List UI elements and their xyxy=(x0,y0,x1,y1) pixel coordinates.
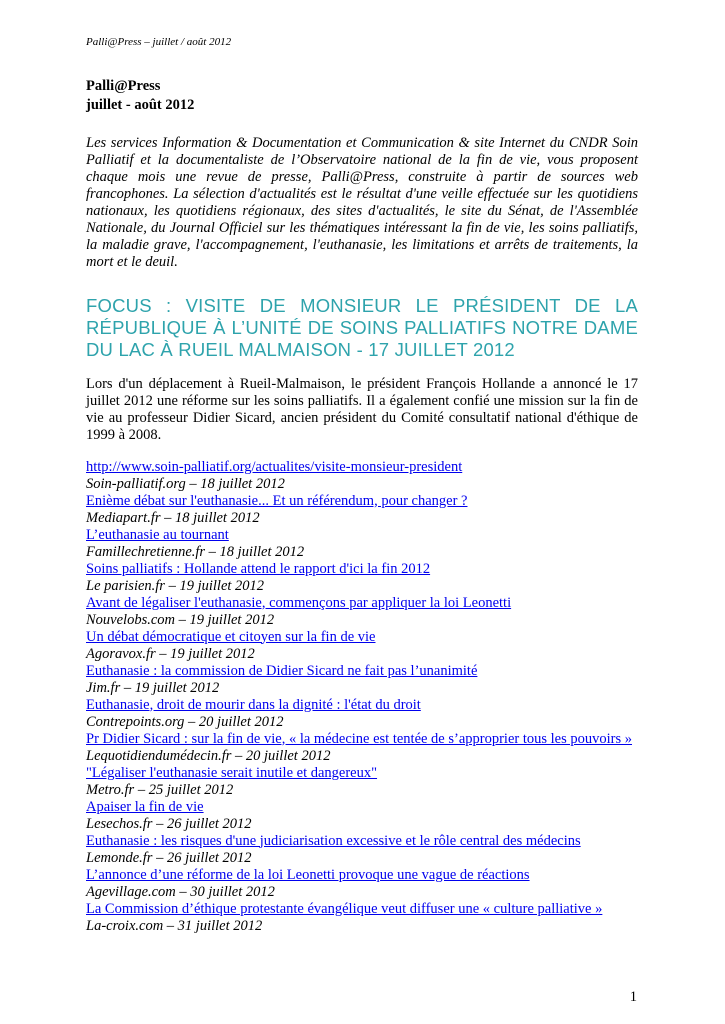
article-source: Lequotidiendumédecin.fr – 20 juillet 2012 xyxy=(86,747,331,764)
article-link[interactable]: Soins palliatifs : Hollande attend le rapport d'ici la fin 2012 xyxy=(86,560,431,577)
article-item xyxy=(86,697,638,731)
article-item xyxy=(86,765,638,799)
article-source: Nouvelobs.com – 19 juillet 2012 xyxy=(86,611,275,628)
intro-paragraph: Les services Information & Documentation et Communication & site Internet du CNDR Soin Palliatif et la documentaliste de l’Observatoire national de la fin de vie, vous proposent chaque mois une revue de presse, Palli@Press, construite à partir de sources web francophones. La sélection d'actualités est le résultat d'une veille effectuée sur les quotidiens nationaux, les quotidiens régionaux, des sites d'actualités, le site du Sénat, de l'Assemblée Nationale, du Journal Officiel sur les thématiques intéressant la fin de vie, les soins palliatifs, la maladie grave, l'accompagnement, l'euthanasie, les limitations et arrêts de traitements, la mort et le deuil. xyxy=(86,135,638,270)
title-line-2: juillet - août 2012 xyxy=(86,97,195,113)
article-item xyxy=(86,731,638,765)
article-item xyxy=(86,595,638,629)
article-link[interactable]: Un débat démocratique et citoyen sur la fin de vie xyxy=(86,628,376,645)
article-source: Lesechos.fr – 26 juillet 2012 xyxy=(86,815,252,832)
article-link[interactable]: http://www.soin-palliatif.org/actualites/visite-monsieur-president xyxy=(86,458,463,475)
article-source: Famillechretienne.fr – 18 juillet 2012 xyxy=(86,543,305,560)
article-item xyxy=(86,561,638,595)
article-link[interactable]: "Légaliser l'euthanasie serait inutile et dangereux" xyxy=(86,764,378,781)
article-source: La-croix.com – 31 juillet 2012 xyxy=(86,917,263,934)
article-link[interactable]: Enième débat sur l'euthanasie... Et un référendum, pour changer ? xyxy=(86,492,468,509)
article-source: Le parisien.fr – 19 juillet 2012 xyxy=(86,577,265,594)
article-link[interactable]: Euthanasie : la commission de Didier Sicard ne fait pas l’unanimité xyxy=(86,662,478,679)
article-item xyxy=(86,459,638,493)
running-header: Palli@Press – juillet / août 2012 xyxy=(86,36,232,48)
article-item xyxy=(86,663,638,697)
focus-body-paragraph: Lors d'un déplacement à Rueil-Malmaison, le président François Hollande a annoncé le 17 juillet 2012 une réforme sur les soins palliatifs. Il a également confié une mission sur la fin de vie au professeur Didier Sicard, ancien président du Comité consultatif national d'éthique de 1999 à 2008. xyxy=(86,376,638,443)
article-item xyxy=(86,901,638,935)
article-list xyxy=(86,459,638,935)
article-link[interactable]: L’annonce d’une réforme de la loi Leonetti provoque une vague de réactions xyxy=(86,866,530,883)
article-source: Jim.fr – 19 juillet 2012 xyxy=(86,679,220,696)
title-block xyxy=(86,77,638,115)
article-item xyxy=(86,833,638,867)
article-item xyxy=(86,493,638,527)
article-item xyxy=(86,799,638,833)
article-source: Contrepoints.org – 20 juillet 2012 xyxy=(86,713,284,730)
article-link[interactable]: Apaiser la fin de vie xyxy=(86,798,204,815)
article-link[interactable]: Avant de légaliser l'euthanasie, commençons par appliquer la loi Leonetti xyxy=(86,594,512,611)
article-source: Mediapart.fr – 18 juillet 2012 xyxy=(86,509,260,526)
article-link[interactable]: L’euthanasie au tournant xyxy=(86,526,229,543)
page-number: 1 xyxy=(629,989,637,1005)
focus-heading: FOCUS : VISITE DE MONSIEUR LE PRÉSIDENT DE LA RÉPUBLIQUE À L’UNITÉ DE SOINS PALLIATIFS NOTRE DAME DU LAC À RUEIL MALMAISON - 17 JUILLET 2012 xyxy=(86,295,638,360)
title-line-1: Palli@Press xyxy=(86,78,161,94)
article-source: Agevillage.com – 30 juillet 2012 xyxy=(86,883,275,900)
article-source: Agoravox.fr – 19 juillet 2012 xyxy=(86,645,255,662)
article-item xyxy=(86,629,638,663)
article-link[interactable]: Pr Didier Sicard : sur la fin de vie, « la médecine est tentée de s’approprier tous les pouvoirs » xyxy=(86,730,633,747)
article-source: Soin-palliatif.org – 18 juillet 2012 xyxy=(86,475,285,492)
article-item xyxy=(86,527,638,561)
article-source: Metro.fr – 25 juillet 2012 xyxy=(86,781,234,798)
article-link[interactable]: Euthanasie, droit de mourir dans la dignité : l'état du droit xyxy=(86,696,421,713)
article-item xyxy=(86,867,638,901)
article-link[interactable]: La Commission d’éthique protestante évangélique veut diffuser une « culture palliative » xyxy=(86,900,603,917)
article-source: Lemonde.fr – 26 juillet 2012 xyxy=(86,849,252,866)
article-link[interactable]: Euthanasie : les risques d'une judiciarisation excessive et le rôle central des médecins xyxy=(86,832,581,849)
